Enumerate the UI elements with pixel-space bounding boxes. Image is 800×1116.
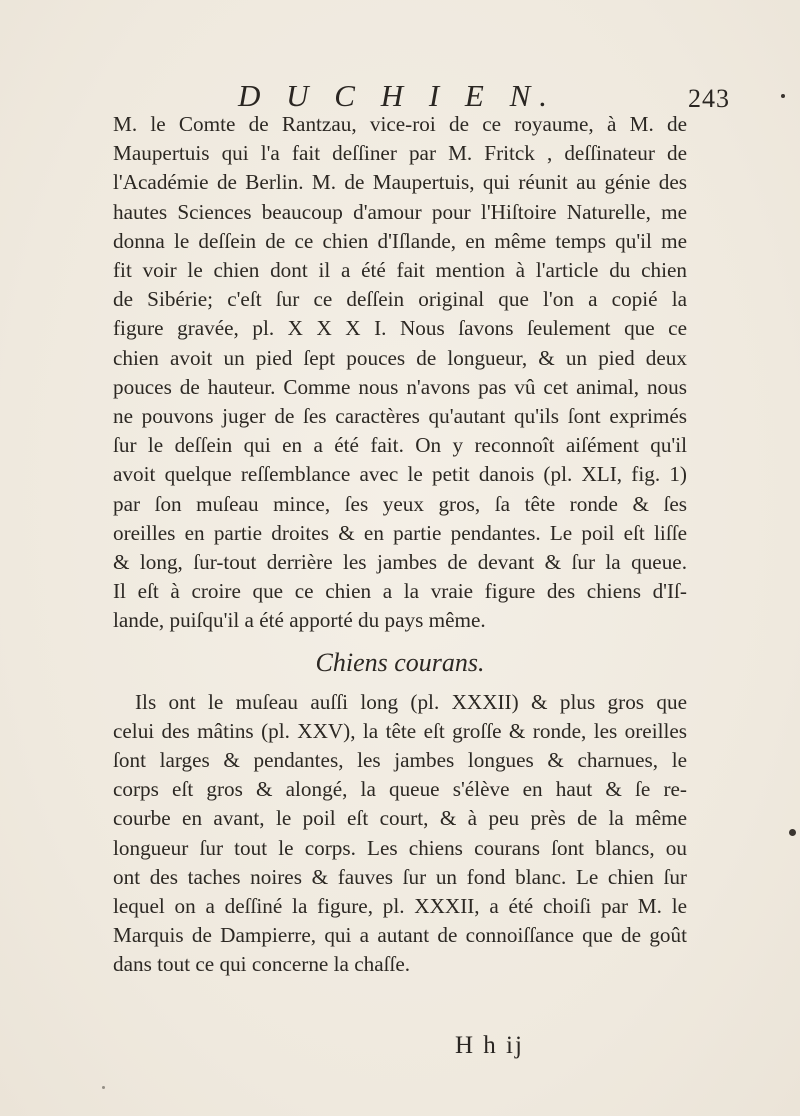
text-line: fit voir le chien dont il a été fait mention à l'article du chien	[113, 258, 687, 283]
text-line: l'Académie de Berlin. M. de Maupertuis, qui réunit au génie des	[113, 170, 687, 195]
body-text	[113, 110, 687, 980]
text-line: hautes Sciences beaucoup d'amour pour l'Hiſtoire Naturelle, me	[113, 199, 687, 224]
paragraph-chiens-courans	[113, 688, 687, 980]
text-line: de Sibérie; c'eſt ſur ce deſſein original que l'on a copié la	[113, 287, 687, 312]
signature-mark: H h ij	[455, 1032, 524, 1059]
text-line: ont des taches noires & fauves ſur un fond blanc. Le chien ſur	[113, 864, 687, 889]
text-line: oreilles en partie droites & en partie pendantes. Le poil eſt liſſe	[113, 520, 687, 545]
text-line: longueur ſur tout le corps. Les chiens courans ſont blancs, ou	[113, 835, 687, 860]
text-line: Il eſt à croire que ce chien a la vraie figure des chiens d'Iſ-	[113, 579, 687, 604]
ink-speck	[102, 1086, 105, 1089]
text-line: M. le Comte de Rantzau, vice-roi de ce royaume, à M. de	[113, 112, 687, 136]
text-line: Ils ont le muſeau auſſi long (pl. XXXII) & plus gros que	[135, 689, 687, 714]
text-line: donna le deſſein de ce chien d'Iſlande, en même temps qu'il me	[113, 228, 687, 253]
text-line: lequel on a deſſiné la figure, pl. XXXII, a été choiſi par M. le	[113, 894, 687, 919]
text-line: par ſon muſeau mince, ſes yeux gros, ſa tête ronde & ſes	[113, 491, 687, 516]
text-line: avoit quelque reſſemblance avec le petit danois (pl. XLI, fig. 1)	[113, 462, 687, 487]
text-line: celui des mâtins (pl. XXV), la tête eſt groſſe & ronde, les oreilles	[113, 718, 687, 743]
text-line: dans tout ce qui concerne la chaſſe.	[113, 952, 411, 977]
text-line: Marquis de Dampierre, qui a autant de connoiſſance que de goût	[113, 923, 687, 948]
text-line: courbe en avant, le poil eſt court, & à peu près de la même	[113, 806, 687, 831]
text-line: chien avoit un pied ſept pouces de longueur, & un pied deux	[113, 345, 687, 370]
text-line: figure gravée, pl. X X X I. Nous ſavons ſeulement que ce	[113, 316, 687, 341]
text-line: pouces de hauteur. Comme nous n'avons pas vû cet animal, nous	[113, 374, 687, 399]
section-heading: Chiens courans.	[315, 647, 485, 677]
text-line: Maupertuis qui l'a fait deſſiner par M. Fritck , deſſinateur de	[113, 141, 687, 166]
running-title: D U C H I E N.	[238, 78, 557, 113]
text-line: ſur le deſſein qui en a été fait. On y reconnoît aiſément qu'il	[113, 433, 687, 458]
text-line: ſont larges & pendantes, les jambes longues & charnues, le	[113, 748, 687, 773]
text-line: corps eſt gros & alongé, la queue s'élève en haut & ſe re-	[113, 777, 687, 802]
page-number: 243	[688, 84, 730, 113]
text-line: lande, puiſqu'il a été apporté du pays même.	[113, 608, 486, 633]
ink-speck	[789, 829, 796, 836]
paragraph-continued	[113, 110, 687, 636]
ink-speck	[781, 94, 785, 98]
text-line: & long, ſur-tout derrière les jambes de devant & ſur la queue.	[113, 550, 687, 575]
text-line: ne pouvons juger de ſes caractères qu'autant qu'ils ſont exprimés	[113, 404, 687, 429]
